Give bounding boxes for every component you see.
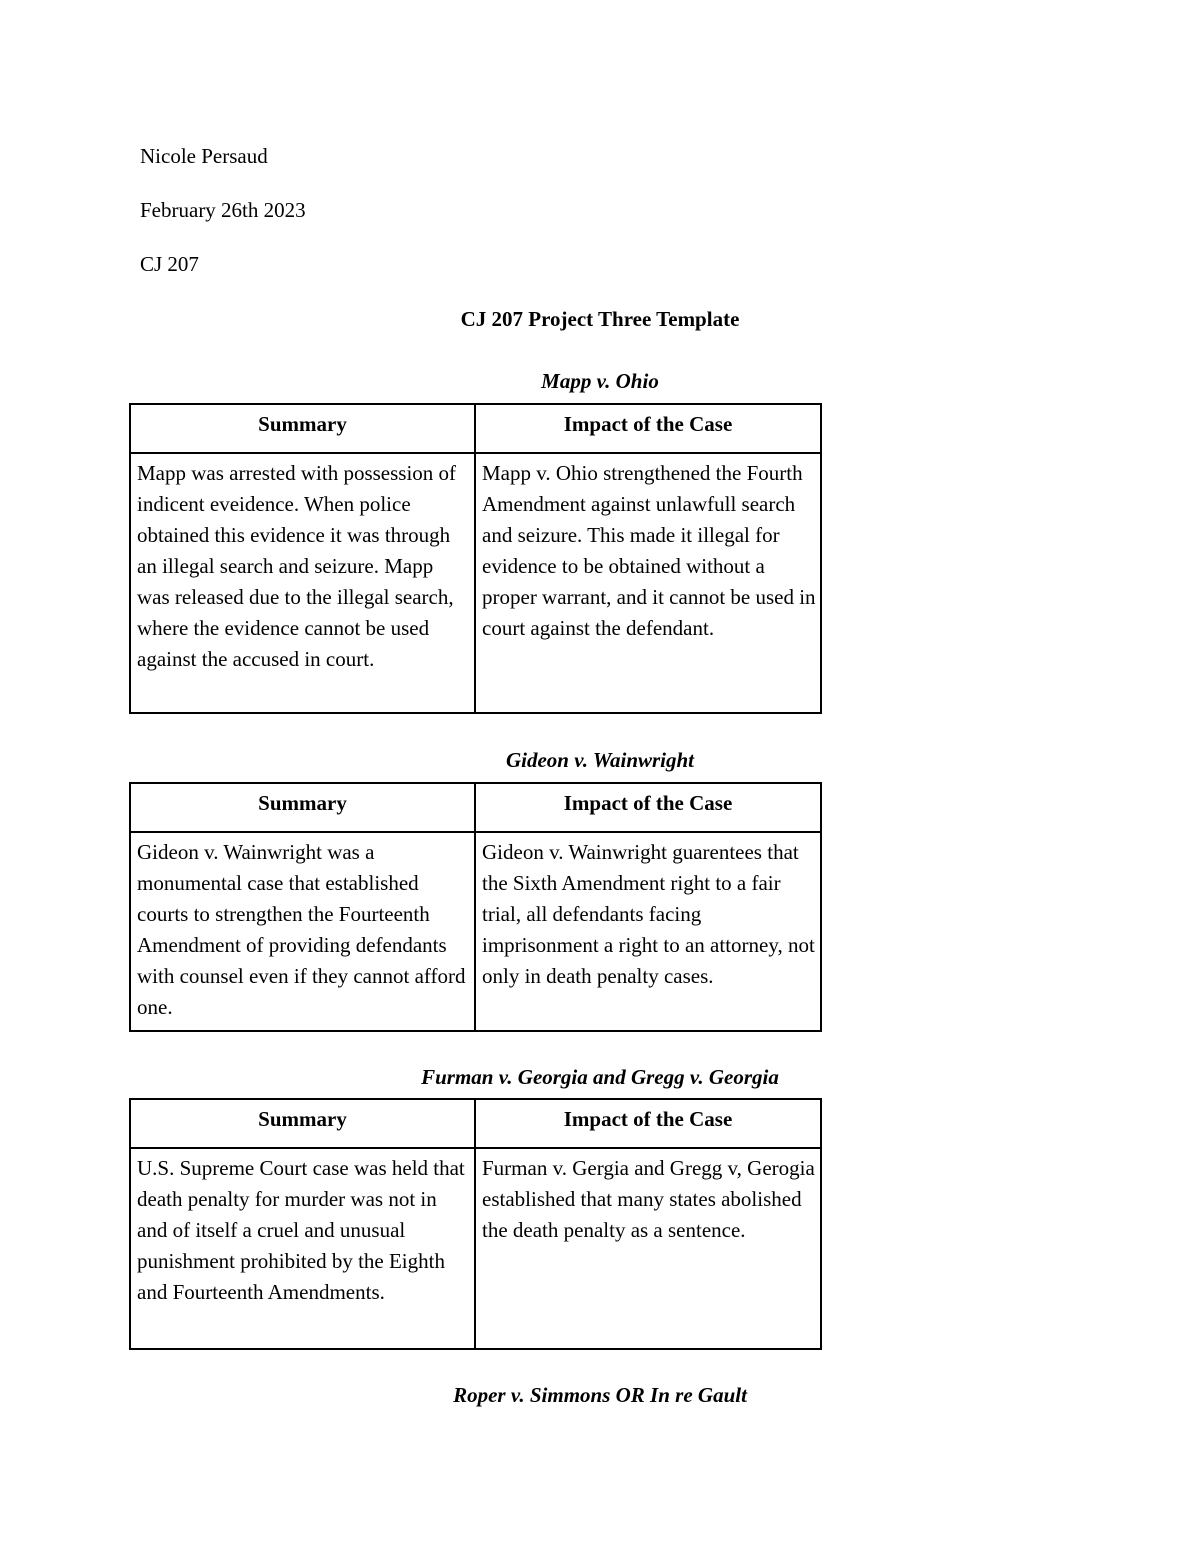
summary-column-header: Summary (130, 783, 475, 832)
table-header-row (130, 783, 821, 832)
summary-cell: Gideon v. Wainwright was a monumental case that established courts to strengthen the Fourteenth Amendment of providing defendants with counsel even if they cannot afford one. (130, 832, 475, 1031)
table-row (130, 832, 821, 1031)
table-header-row (130, 404, 821, 453)
course-code: CJ 207 (140, 252, 199, 276)
impact-column-header: Impact of the Case (475, 404, 821, 453)
case-title-mapp: Mapp v. Ohio (541, 369, 659, 393)
summary-column-header: Summary (130, 404, 475, 453)
summary-cell: Mapp was arrested with possession of indicent eveidence. When police obtained this evidence it was through an illegal search and seizure. Mapp was released due to the illegal search, where the evidence cannot be used against the accused in court. (130, 453, 475, 713)
document-title: CJ 207 Project Three Template (460, 307, 740, 331)
impact-column-header: Impact of the Case (475, 783, 821, 832)
impact-cell: Mapp v. Ohio strengthened the Fourth Amendment against unlawfull search and seizure. This made it illegal for evidence to be obtained without a proper warrant, and it cannot be used in court against the defendant. (475, 453, 821, 713)
case-title-gideon: Gideon v. Wainwright (505, 748, 695, 772)
impact-column-header: Impact of the Case (475, 1099, 821, 1148)
case-table-mapp (129, 403, 822, 714)
impact-cell: Furman v. Gergia and Gregg v, Gerogia established that many states abolished the death penalty as a sentence. (475, 1148, 821, 1349)
case-table-gideon (129, 782, 822, 1032)
document-date: February 26th 2023 (140, 198, 306, 222)
table-header-row (130, 1099, 821, 1148)
summary-column-header: Summary (130, 1099, 475, 1148)
table-row (130, 1148, 821, 1349)
summary-cell: U.S. Supreme Court case was held that death penalty for murder was not in and of itself a cruel and unusual punishment prohibited by the Eighth and Fourteenth Amendments. (130, 1148, 475, 1349)
impact-cell: Gideon v. Wainwright guarentees that the Sixth Amendment right to a fair trial, all defendants facing imprisonment a right to an attorney, not only in death penalty cases. (475, 832, 821, 1031)
case-title-furman-gregg: Furman v. Georgia and Gregg v. Georgia (421, 1065, 779, 1089)
author-name: Nicole Persaud (140, 144, 268, 168)
case-table-furman-gregg (129, 1098, 822, 1350)
table-row (130, 453, 821, 713)
case-title-roper-gault: Roper v. Simmons OR In re Gault (453, 1383, 747, 1407)
